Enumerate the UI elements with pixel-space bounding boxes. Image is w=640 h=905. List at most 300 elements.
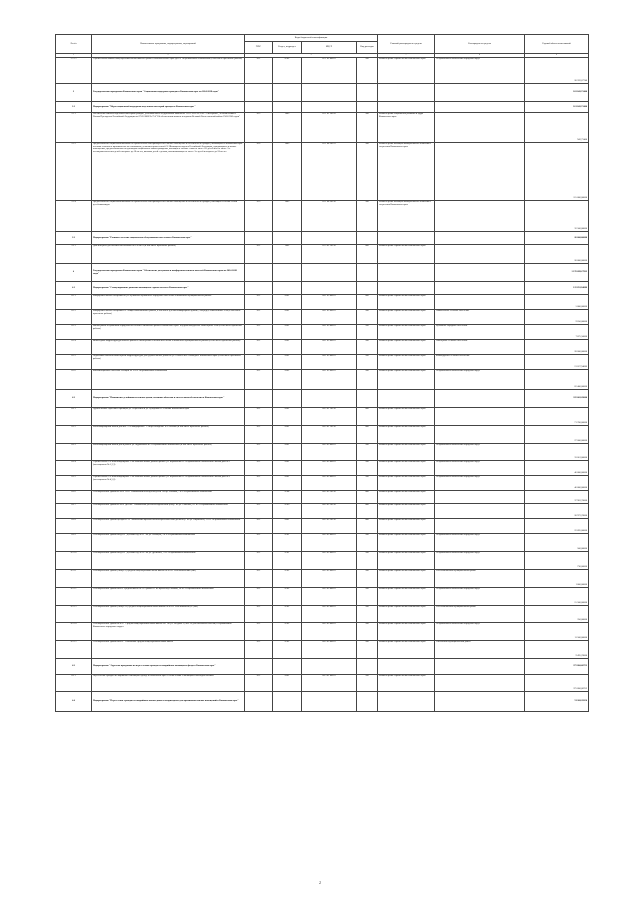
row-rzpr: 0501 (273, 408, 302, 426)
row-grbs: 812 (245, 355, 273, 370)
row-name: Канализационные насосные станции № 15 в г. Петропавловске-Камчатском (92, 370, 245, 390)
row-chief: Министерство строительства Камчатского края (378, 58, 435, 84)
row-kcsr: 04 2 03 40070 (302, 444, 357, 461)
row-grbs (245, 102, 273, 113)
row-amount: 350,00000 (525, 606, 589, 623)
row-kcsr: 04 1 03 40070 (302, 340, 357, 355)
budget-table-sheet (55, 34, 588, 712)
row-vr: 300 (357, 201, 378, 232)
row-grbs: 812 (245, 426, 273, 444)
row-grbs (245, 692, 273, 712)
row-vr (357, 390, 378, 408)
colnum: 2 (92, 54, 245, 58)
row-number: 4.2.15 (56, 641, 92, 659)
row-name: Строительство 2-х многоквартирных 5-ти этажных жилых домов в районе ул. Карбышева в г. Петропавловске-Камчатском. Жилой дом № 1 (посекционно № 1,2,3) (92, 461, 245, 476)
row-rzpr (273, 102, 302, 113)
row-name: Предоставление социальной выплаты на строительство или приобретение жилого помещения в собственность граждан, являющихся в Камчатском крае членами сельских в противовесах по основаниям, установленным статьей 51 Жилищного кодекса Российской Федерации, нуждающихся в жилых помещениях, предоставляемых по договорам социального найма гражданам, имеющих в составе семьи не менее 4-х детей или не менее 3-х несовершеннолетних детей в возрасте до 18-ти лет, включая детей с детьми, воспитывающих не менее 3-х детей в возрасте до 18-ти лет (92, 143, 245, 201)
row-amount: 20 000,00000 (525, 232, 589, 245)
row-rzpr: 1003 (273, 143, 302, 201)
row-rzpr: 0702 (273, 58, 302, 84)
row-recipient: Петропавловск-Камчатский городской округ (435, 534, 525, 552)
row-kcsr: 04 2 01 10130 (302, 408, 357, 426)
row-amount: 74 368,39250 (525, 692, 589, 712)
row-recipient (435, 675, 525, 692)
row-kcsr: 04 1 03 40070 (302, 295, 357, 310)
row-rzpr: 0501 (273, 295, 302, 310)
row-amount: 500,00000 (525, 534, 589, 552)
row-rzpr: 1003 (273, 201, 302, 232)
row-number: 4.3.1 (56, 675, 92, 692)
program-row (56, 102, 589, 113)
program-row (56, 390, 589, 408)
header-total: Годовой объем ассигнований (525, 35, 589, 54)
row-number: 4.2.6 (56, 491, 92, 504)
row-recipient (435, 295, 525, 310)
row-grbs: 812 (245, 534, 273, 552)
row-number: 3.2 (56, 232, 92, 245)
row-chief: Министерство строительства Камчатского края (378, 310, 435, 325)
row-amount: 1 178 099,27922 (525, 264, 589, 282)
row-grbs: 812 (245, 370, 273, 390)
row-recipient (435, 102, 525, 113)
row-grbs: 812 (245, 461, 273, 476)
colnum: 1 (56, 54, 92, 58)
row-number: 4.2.8 (56, 519, 92, 534)
row-grbs: 819 (245, 201, 273, 232)
row-vr: 500 (357, 325, 378, 340)
row-rzpr: 0709 (273, 504, 302, 519)
row-recipient: Петропавловск-Камчатский городской округ (435, 552, 525, 570)
row-vr: 500 (357, 623, 378, 641)
row-chief (378, 232, 435, 245)
table-row (56, 58, 589, 84)
row-grbs: 812 (245, 340, 273, 355)
row-grbs: 812 (245, 295, 273, 310)
row-rzpr: 0501 (273, 461, 302, 476)
row-name: Дом-интернат для психически больных на 250 мест (в том числе проектные работы) (92, 245, 245, 264)
row-chief (378, 264, 435, 282)
row-vr: 500 (357, 534, 378, 552)
row-vr: 500 (357, 370, 378, 390)
row-amount: 37 962,70000 (525, 491, 589, 504)
row-kcsr: 04 2 03 40070 (302, 623, 357, 641)
row-grbs: 812 (245, 408, 273, 426)
table-row (56, 295, 589, 310)
header-recipient: Распорядитель средств (435, 35, 525, 54)
row-rzpr (273, 659, 302, 675)
row-rzpr: 0501 (273, 340, 302, 355)
row-number: 3.1.1 (56, 113, 92, 143)
row-name: Сейсмоусиление здания МАОУ "Средняя общеобразовательная школа №3" по ул. Звездная 9 (лит. 28 для начальных классов) Петропавловск-Камчатского городского округа (92, 623, 245, 641)
table-row (56, 310, 589, 325)
table-row (56, 370, 589, 390)
row-number: 3.2.1 (56, 245, 92, 264)
row-recipient: Петропавловск-Камчатский городской округ (435, 370, 525, 390)
row-chief: Министерство строительства Камчатского края (378, 295, 435, 310)
row-recipient (435, 390, 525, 408)
row-rzpr: 0502 (273, 370, 302, 390)
row-grbs (245, 659, 273, 675)
row-vr: 500 (357, 476, 378, 491)
row-name: Микрорайон жилой застройки по ул. Вулканной Вулканного городского поселения Елизовского муниципального района (92, 295, 245, 310)
table-row (56, 426, 589, 444)
row-amount: 135 852,94086 (525, 282, 589, 295)
row-grbs: 812 (245, 552, 273, 570)
row-vr: 500 (357, 58, 378, 84)
row-kcsr (302, 390, 357, 408)
row-amount: 20 592,07740 (525, 58, 589, 84)
row-vr: 500 (357, 675, 378, 692)
row-name: Сейсмоусиление здания (Литер А) средней общеобразовательной школы № 4 в п. Усть-Камчатский (лит) (92, 570, 245, 588)
row-recipient (435, 282, 525, 295)
row-recipient (435, 84, 525, 102)
header-name: Наименование программы, подпрограммы, мероприятий (92, 35, 245, 54)
row-kcsr: 04 1 03 40070 (302, 355, 357, 370)
row-kcsr: 02 1 02 40070 (302, 58, 357, 84)
row-vr (357, 264, 378, 282)
row-amount: 11 500,00000 (525, 623, 589, 641)
row-amount: 33 601,00000 (525, 444, 589, 461)
row-vr: 400 (357, 491, 378, 504)
row-chief: Министерство строительства Камчатского края (378, 641, 435, 659)
row-grbs: 815 (245, 113, 273, 143)
row-recipient (435, 519, 525, 534)
row-number: 4.2.2 (56, 426, 92, 444)
row-grbs (245, 264, 273, 282)
program-row (56, 84, 589, 102)
row-name: Подпрограмма "Адресная программа по переселению граждан из аварийного жилищного фонда в Камчатском крае" (92, 659, 245, 675)
row-chief: Министерство строительства Камчатского края (378, 606, 435, 623)
row-name: Сейсмоусиление здания КГБОУ СПО "Камчатский колледж искусств" по пр. Рыбаков, 7 в г. Петропавловске-Камчатский (92, 491, 245, 504)
table-row (56, 355, 589, 370)
row-chief: Министерство строительства Камчатского края (378, 476, 435, 491)
row-recipient (435, 201, 525, 232)
row-recipient (435, 264, 525, 282)
row-recipient (435, 491, 525, 504)
row-number: 4.4 (56, 692, 92, 712)
row-vr (357, 282, 378, 295)
row-amount: 115 000,00000 (525, 143, 589, 201)
row-chief: Министерство строительства Камчатского края (378, 588, 435, 606)
row-chief: Министерство строительства Камчатского края (378, 340, 435, 355)
row-rzpr (273, 232, 302, 245)
row-vr (357, 692, 378, 712)
row-name: Подпрограмма "Меры социальной поддержки отдельных категорий граждан в Камчатском крае" (92, 102, 245, 113)
row-amount: 9 495,29000 (525, 641, 589, 659)
program-row (56, 692, 589, 712)
row-vr: 500 (357, 310, 378, 325)
table-row (56, 461, 589, 476)
row-amount: 7 075,50000 (525, 325, 589, 340)
row-vr (357, 232, 378, 245)
row-amount: 20 000,00000 (525, 245, 589, 264)
row-number: 4.2.9 (56, 534, 92, 552)
row-name: Многоквартирный жилой дом в районе ул. Журавлиная в г. Петропавловске-Камчатском (в том числе проектные работы) (92, 444, 245, 461)
row-recipient (435, 232, 525, 245)
row-amount: 32 500,00000 (525, 201, 589, 232)
row-name: Государственная программа Камчатского края "Социальная поддержка граждан в Камчатском крае на 2014-2018 годы" (92, 84, 245, 102)
row-chief: Министерство строительства Камчатского края (378, 519, 435, 534)
row-number: 4.2.1 (56, 408, 92, 426)
row-amount: 730,00000 (525, 552, 589, 570)
row-name: Сейсмоусиление здания (Литер А3) средней общеобразовательной школы № 4 в п. Усть-Камчатск (п. (лит) (92, 606, 245, 623)
row-kcsr (302, 264, 357, 282)
row-recipient: Петропавловск-Камчатский городской округ (435, 444, 525, 461)
row-recipient: Вулканное городское поселение (435, 325, 525, 340)
row-rzpr: 0501 (273, 675, 302, 692)
row-kcsr: 03 1 01 20120 (302, 113, 357, 143)
row-chief: Министерство строительства Камчатского края (378, 504, 435, 519)
row-vr: 500 (357, 355, 378, 370)
row-chief: Министерство строительства Камчатского края (378, 570, 435, 588)
row-recipient: Петропавловск-Камчатский городской округ (435, 58, 525, 84)
row-vr: 500 (357, 461, 378, 476)
row-number: 4.1 (56, 282, 92, 295)
row-amount: 46 000,00000 (525, 461, 589, 476)
row-rzpr: 1003 (273, 113, 302, 143)
row-grbs: 812 (245, 325, 273, 340)
row-recipient: Командорское сельское поселение (435, 355, 525, 370)
row-name: Подпрограмма "Повышение устойчивости жилых домов, основных объектов и систем жизнеобеспечения в Камчатском крае" (92, 390, 245, 408)
row-kcsr (302, 84, 357, 102)
row-number: 4.1.2 (56, 310, 92, 325)
row-chief (378, 102, 435, 113)
row-kcsr: 03 1 04 20129 (302, 143, 357, 201)
row-kcsr: 04 2 03 40070 (302, 476, 357, 491)
row-rzpr (273, 264, 302, 282)
row-vr: 400 (357, 295, 378, 310)
row-grbs: 812 (245, 476, 273, 491)
row-grbs: 812 (245, 310, 273, 325)
row-rzpr: 0702 (273, 606, 302, 623)
header-num: № п/п (56, 35, 92, 54)
row-recipient: Петропавловск-Камчатский городской округ (435, 476, 525, 491)
row-grbs (245, 84, 273, 102)
row-amount: 71 700,00000 (525, 408, 589, 426)
row-rzpr (273, 282, 302, 295)
row-name: Предоставление социальной выплаты на строительство или приобретение жилого помещения в собственность граждан, имеющих в составе семьи детей-инвалидов (92, 201, 245, 232)
row-name: Подпрограмма "Стимулирование развития жилищного строительства в Камчатском крае" (92, 282, 245, 295)
table-row (56, 570, 589, 588)
row-name: Строительство школы общеобразовательной школы в районе Комсомольского проезда в г. Петропавловске-Камчатском (в том числе проектные работы) (92, 58, 245, 84)
table-row (56, 606, 589, 623)
row-vr: 500 (357, 552, 378, 570)
header-grbs: ГРБС (245, 42, 273, 54)
colnum: 9 (525, 54, 589, 58)
row-number: 4.1.5 (56, 355, 92, 370)
row-kcsr: 04 2 03 40070 (302, 461, 357, 476)
row-name: Государственная программа Камчатского края "Обеспечение доступным и комфортным жильем жителей Камчатского края на 2014-2018 годы" (92, 264, 245, 282)
row-chief: Министерство социального развития и труда Камчатского края (378, 113, 435, 143)
row-kcsr (302, 282, 357, 295)
row-name: Сейсмоусиление здания МБДОУ "Детский сад № 51" по ул. Пальцева, 5 в г. Петропавловск-Камчатском (92, 534, 245, 552)
row-name: Сейсмоусиление здания МБДОУ "Детский сад № 20" по ул. Дрейбина, 7 в г. Петропавловск-Камчатском (92, 552, 245, 570)
row-name: Подпрограмма "Развитие системы социального обслуживания населения в Камчатском крае" (92, 232, 245, 245)
row-kcsr: 04 2 03 10130 (302, 504, 357, 519)
row-number: 4.3 (56, 659, 92, 675)
row-rzpr: 0702 (273, 588, 302, 606)
row-name: Микрорайон жилой застройки в с. Ловцы Вилючинского района, в том числе для многоквартирных домов (2 очередь): Николаевское сель (в том числе проектные работы) (92, 310, 245, 325)
row-recipient: Петропавловск-Камчатский городской округ (435, 588, 525, 606)
row-name: Инженерная инфраструктура жилого района в Пионерском сельском поселении Елизовского муниципального района (в том числе проектные работы) (92, 340, 245, 355)
row-grbs: 812 (245, 606, 273, 623)
row-kcsr: 03 1 04 20130 (302, 201, 357, 232)
table-row (56, 476, 589, 491)
row-amount: 375 860,08752 (525, 675, 589, 692)
table-row (56, 504, 589, 519)
table-body (56, 54, 589, 712)
row-rzpr (273, 390, 302, 408)
row-recipient (435, 245, 525, 264)
row-amount: 28 600,00000 (525, 340, 589, 355)
row-kcsr (302, 102, 357, 113)
row-rzpr: 0501 (273, 310, 302, 325)
table-row (56, 491, 589, 504)
row-kcsr: 04 2 03 10130 (302, 491, 357, 504)
row-amount: 20 972,29000 (525, 504, 589, 519)
table-row (56, 588, 589, 606)
row-rzpr: 1002 (273, 245, 302, 264)
row-number: 4.2.7 (56, 504, 92, 519)
row-name: Подготовка объектов инженерной инфраструктуры для группы жилых домов по ул. Новой в пос. Командное Камчатского края (в том числе проектные работы) (92, 355, 245, 370)
row-vr: 400 (357, 519, 378, 534)
row-chief (378, 282, 435, 295)
row-number: 3.1.4 (56, 201, 92, 232)
row-rzpr: 0702 (273, 570, 302, 588)
row-vr: 500 (357, 570, 378, 588)
header-chief: Главный распорядитель средств (378, 35, 435, 54)
row-chief: Министерство строительства Камчатского края (378, 491, 435, 504)
row-amount: 162 842,72400 (525, 84, 589, 102)
row-amount: 21 627,94086 (525, 355, 589, 370)
row-grbs (245, 232, 273, 245)
program-row (56, 264, 589, 282)
row-number: 4.2.3 (56, 444, 92, 461)
row-vr: 400 (357, 245, 378, 264)
table-row (56, 534, 589, 552)
row-number: 4.1.3 (56, 325, 92, 340)
row-name: Сейсмоусиление здания МБОУ "Тигильская средняя общеобразовательная школа" (92, 641, 245, 659)
row-number: 4.2.14 (56, 623, 92, 641)
row-recipient (435, 504, 525, 519)
row-recipient: Петропавловск-Камчатский городской округ (435, 461, 525, 476)
row-grbs: 812 (245, 519, 273, 534)
row-chief: Министерство строительства Камчатского края (378, 408, 435, 426)
row-rzpr: 0701 (273, 534, 302, 552)
header-kcsr: КЦСР (302, 42, 357, 54)
row-vr: 300 (357, 143, 378, 201)
row-vr: 400 (357, 504, 378, 519)
row-kcsr: 04 1 03 40070 (302, 310, 357, 325)
row-recipient (435, 426, 525, 444)
table-row (56, 325, 589, 340)
row-amount: 5 000,00000 (525, 295, 589, 310)
row-grbs: 812 (245, 58, 273, 84)
row-vr: 500 (357, 606, 378, 623)
row-number: 4.2.10 (56, 552, 92, 570)
colnum: 3 (245, 54, 378, 58)
row-number: 2.1.13 (56, 58, 92, 84)
row-recipient: Усть-Камчатский муниципальный район (435, 606, 525, 623)
colnum: 8 (435, 54, 525, 58)
row-number: 4 (56, 264, 92, 282)
row-rzpr: 0701 (273, 552, 302, 570)
row-amount: 46 000,00000 (525, 476, 589, 491)
row-grbs: 812 (245, 570, 273, 588)
row-grbs: 812 (245, 504, 273, 519)
row-grbs: 812 (245, 675, 273, 692)
row-chief (378, 390, 435, 408)
row-kcsr: 04 1 03 40070 (302, 370, 357, 390)
table-row (56, 623, 589, 641)
row-grbs: 812 (245, 491, 273, 504)
program-row (56, 232, 589, 245)
row-vr: 300 (357, 113, 378, 143)
row-rzpr: 0501 (273, 426, 302, 444)
table-row (56, 201, 589, 232)
row-name: Строительство 2-х многоквартирных 5-ти этажных жилых домов в районе ул. Карбышева в г. Петропавловске-Камчатском. Жилой дом № 2 (посекционно № 4,5,6) (92, 476, 245, 491)
table-row (56, 340, 589, 355)
row-amount: 335 002,28000 (525, 390, 589, 408)
row-recipient: Усть-Камчатский муниципальный район (435, 570, 525, 588)
header-rzpr: Раздел, подраздел (273, 42, 302, 54)
row-number: 4.2.5 (56, 476, 92, 491)
row-kcsr: 04 3 01 40070 (302, 675, 357, 692)
table-row (56, 444, 589, 461)
row-name: Многоквартирный жилой дом поз. 15 в микрорайоне "Северо-Западный" в г. Елизово (в том числе проектные работы) (92, 426, 245, 444)
table-row (56, 113, 589, 143)
row-kcsr: 04 2 01 10130 (302, 426, 357, 444)
row-kcsr: 04 2 03 40070 (302, 588, 357, 606)
table-row (56, 408, 589, 426)
row-amount: 1 000,00000 (525, 570, 589, 588)
row-chief: Министерство строительства Камчатского края (378, 325, 435, 340)
row-vr (357, 102, 378, 113)
row-name: Жилой район в Вулканном городском поселении Елизовского района Камчатского края. Внутриплощадочные инженерные сети (в том числе проектные работы) (92, 325, 245, 340)
table-row (56, 675, 589, 692)
row-recipient: Николаевское сельское поселение (435, 310, 525, 325)
row-rzpr: 0501 (273, 444, 302, 461)
row-chief: Министерство строительства Камчатского края (378, 552, 435, 570)
table-row (56, 143, 589, 201)
row-chief: Министерство строительства Камчатского края (378, 461, 435, 476)
row-vr: 500 (357, 340, 378, 355)
row-kcsr (302, 692, 357, 712)
row-kcsr: 04 2 03 40070 (302, 641, 357, 659)
row-rzpr: 0702 (273, 623, 302, 641)
row-amount: 27 600,00000 (525, 426, 589, 444)
row-number: 3.1 (56, 102, 92, 113)
row-chief: Министерство строительства Камчатского края (378, 426, 435, 444)
row-number: 4.1.4 (56, 340, 92, 355)
row-chief: Министерство строительства Камчатского края (378, 444, 435, 461)
row-chief (378, 84, 435, 102)
row-vr: 500 (357, 641, 378, 659)
row-rzpr: 0501 (273, 325, 302, 340)
row-kcsr: 04 2 03 40070 (302, 534, 357, 552)
row-name: Сейсмоусиление здания КГБОУ ДПОВС "Камчатский учебно-методический центр" по ул. Савченко, 6/1 в г. Петропавловске-Камчатском (92, 504, 245, 519)
row-vr: 400 (357, 408, 378, 426)
row-rzpr: 0501 (273, 355, 302, 370)
row-number: 3 (56, 84, 92, 102)
program-row (56, 282, 589, 295)
row-kcsr (302, 232, 357, 245)
row-recipient (435, 143, 525, 201)
row-name: Сейсмоусиление зданий центра КГУЗ "Камчатский краевой психоневрологический диспансер" по ул. Кирпичной, 22 в г. Петропавловске-Камчатском (92, 519, 245, 534)
row-amount: 62 400,00000 (525, 370, 589, 390)
row-recipient (435, 113, 525, 143)
row-name: Обеспечение жильем отдельных категорий граждан, установленных Федеральным законом от 12.01.1995 № 5-ФЗ "О ветеранах", в соответствии с Указом Президента Российской Федерации от 07.05.2008 № 714 "Об обеспечении жильем ветеранов Великой Отечественной войны 1941-1945 годов" (92, 113, 245, 143)
